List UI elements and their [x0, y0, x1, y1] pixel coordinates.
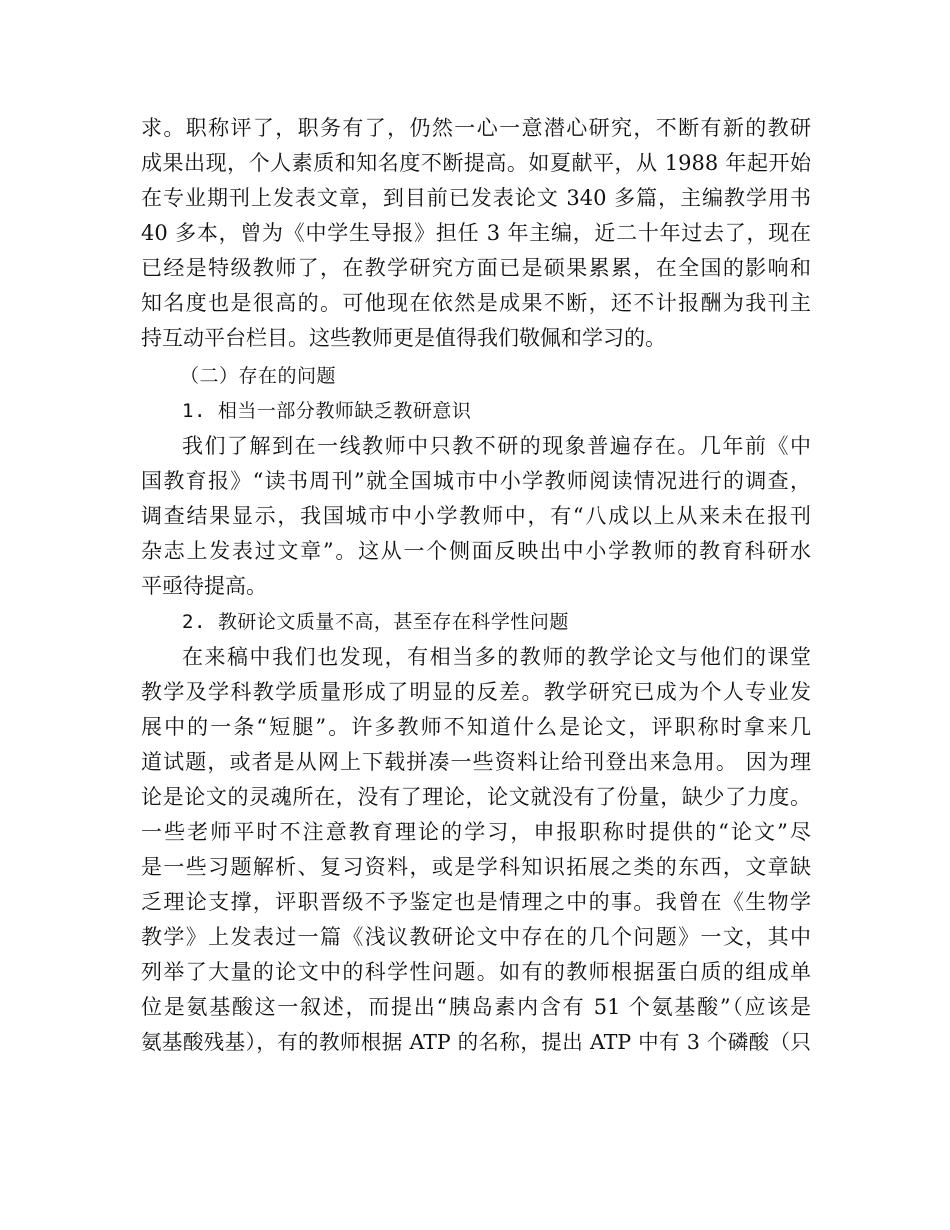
body-text-line: 调查结果显示，我国城市中小学教师中，有“八成以上从来未在报刊	[141, 504, 811, 528]
body-text-line: 40 多本，曾为《中学生导报》担任 3 年主编，近二十年过去了，现在	[141, 221, 811, 245]
body-text-line: 氨基酸残基），有的教师根据 ATP 的名称，提出 ATP 中有 3 个磷酸（只	[141, 1030, 811, 1054]
body-text-line: 求。职称评了，职务有了，仍然一心一意潜心研究，不断有新的教研	[141, 116, 811, 140]
body-text-line: 已经是特级教师了，在教学研究方面已是硕果累累，在全国的影响和	[141, 256, 811, 280]
section-heading: （二）存在的问题	[180, 365, 337, 387]
body-text-line: 位是氨基酸这一叙述，而提出“胰岛素内含有 51 个氨基酸”（应该是	[141, 995, 811, 1019]
body-text-line: 持互动平台栏目。这些教师更是值得我们敬佩和学习的。	[141, 326, 666, 350]
body-text-line: 我们了解到在一线教师中只教不研的现象普遍存在。几年前《中	[182, 434, 811, 458]
body-text-line: 国教育报》“读书周刊”就全国城市中小学教师阅读情况进行的调查，	[141, 469, 811, 493]
body-text-line: 是一些习题解析、复习资料，或是学科知识拓展之类的东西，文章缺	[141, 855, 811, 879]
body-text-line: 论是论文的灵魂所在，没有了理论，论文就没有了份量，缺少了力度。	[141, 785, 811, 809]
subsection-heading: 2. 教研论文质量不高，甚至存在科学性问题	[182, 611, 569, 633]
body-text-line: 道试题，或者是从网上下载拼凑一些资料让给刊登出来急用。 因为理	[141, 750, 811, 774]
body-text-line: 成果出现，个人素质和知名度不断提高。如夏献平，从 1988 年起开始	[141, 151, 811, 175]
body-text-line: 一些老师平时不注意教育理论的学习，申报职称时提供的“论文”尽	[141, 820, 811, 844]
body-text-line: 展中的一条“短腿”。许多教师不知道什么是论文，评职称时拿来几	[141, 715, 811, 739]
body-text-line: 平亟待提高。	[141, 574, 267, 598]
body-text-line: 知名度也是很高的。可他现在依然是成果不断，还不计报酬为我刊主	[141, 291, 811, 315]
body-text-line: 乏理论支撑，评职晋级不予鉴定也是情理之中的事。我曾在《生物学	[141, 890, 811, 914]
body-text-line: 在来稿中我们也发现，有相当多的教师的教学论文与他们的课堂	[182, 645, 811, 669]
body-text-line: 列举了大量的论文中的科学性问题。如有的教师根据蛋白质的组成单	[141, 960, 811, 984]
body-text-line: 杂志上发表过文章”。这从一个侧面反映出中小学教师的教育科研水	[141, 539, 811, 563]
body-text-line: 教学及学科教学质量形成了明显的反差。教学研究已成为个人专业发	[141, 680, 811, 704]
body-text-line: 在专业期刊上发表文章，到目前已发表论文 340 多篇，主编教学用书	[141, 186, 811, 210]
body-text-line: 教学》上发表过一篇《浅议教研论文中存在的几个问题》一文，其中	[141, 925, 811, 949]
subsection-heading: 1. 相当一部分教师缺乏教研意识	[182, 400, 472, 422]
